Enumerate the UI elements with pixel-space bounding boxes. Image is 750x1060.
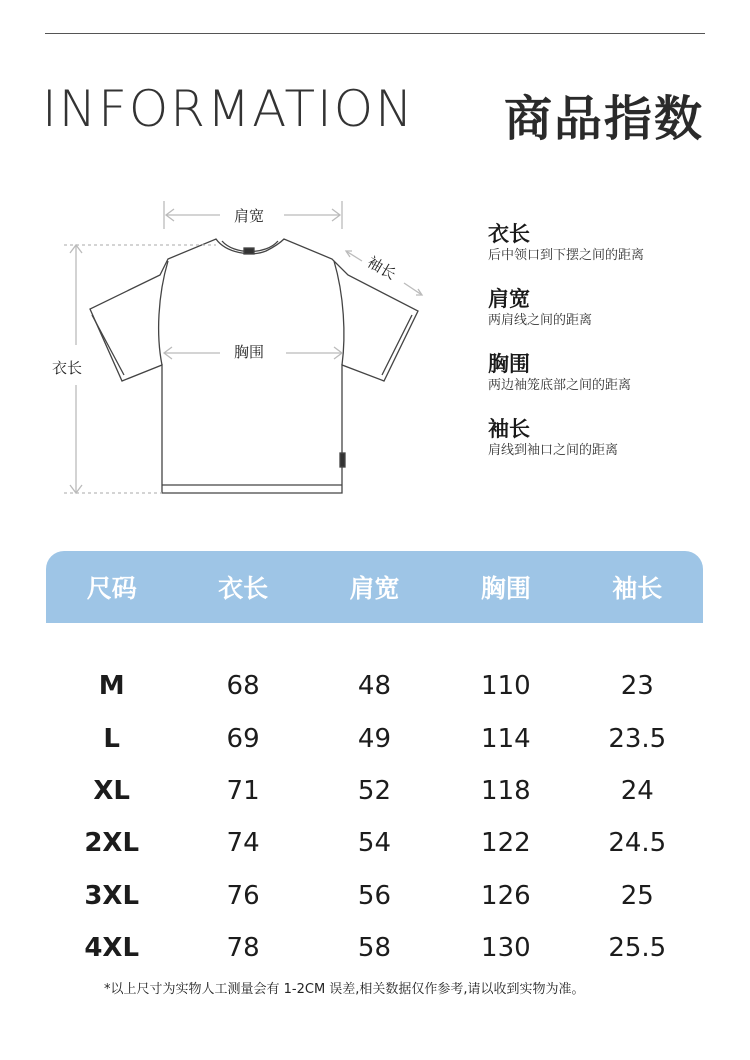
cell-shoulder: 49 — [357, 723, 392, 754]
tshirt-body-outline — [90, 239, 418, 493]
table-row — [46, 765, 703, 817]
cell-chest: 126 — [481, 880, 531, 911]
header-chest: 胸围 — [480, 574, 531, 603]
sleeve-arrow-start — [346, 251, 362, 261]
cell-size: L — [103, 723, 120, 754]
definition-shoulder — [488, 287, 728, 330]
definition-title: 衣长 — [488, 222, 530, 246]
neck-label — [244, 248, 254, 254]
definition-length — [488, 222, 728, 265]
header-sleeve: 袖长 — [612, 574, 663, 603]
cell-length: 78 — [226, 933, 260, 964]
title-english: INFORMATION — [42, 80, 415, 138]
left-armhole-seam — [159, 261, 168, 365]
definition-sleeve — [488, 417, 728, 460]
cell-chest: 130 — [481, 933, 531, 964]
sleeve-arrow-end — [404, 283, 422, 295]
definition-title: 肩宽 — [488, 287, 530, 311]
cell-size: XL — [93, 775, 130, 806]
cell-shoulder: 54 — [357, 828, 392, 859]
cell-sleeve: 23 — [620, 671, 654, 702]
size-table-body — [46, 660, 703, 974]
left-cuff-seam — [92, 315, 124, 375]
footnote: *以上尺寸为实物人工测量会有 1-2CM 误差,相关数据仅作参考,请以收到实物为准。 — [104, 982, 585, 997]
table-row — [46, 712, 703, 764]
table-row — [46, 817, 703, 869]
measurement-definitions — [488, 222, 728, 482]
cell-sleeve: 23.5 — [608, 723, 667, 754]
header-length: 衣长 — [218, 574, 269, 603]
cell-chest: 122 — [481, 828, 531, 859]
label-length: 衣长 — [52, 359, 83, 377]
tshirt-measurement-diagram — [40, 195, 440, 505]
cell-shoulder: 58 — [357, 933, 392, 964]
cell-chest: 114 — [481, 723, 531, 754]
table-row — [46, 870, 703, 922]
table-row — [46, 660, 703, 712]
cell-sleeve: 24 — [620, 775, 654, 806]
cell-sleeve: 25 — [620, 880, 654, 911]
definition-chest — [488, 352, 728, 395]
definition-title: 袖长 — [488, 417, 530, 441]
cell-size: 4XL — [84, 933, 140, 964]
cell-length: 74 — [226, 828, 260, 859]
cell-sleeve: 25.5 — [608, 933, 667, 964]
cell-size: M — [98, 671, 125, 702]
label-shoulder: 肩宽 — [234, 207, 265, 225]
cell-sleeve: 24.5 — [608, 828, 667, 859]
cell-size: 3XL — [84, 880, 140, 911]
definition-desc: 两肩线之间的距离 — [488, 313, 593, 328]
table-row — [46, 922, 703, 974]
label-chest: 胸围 — [234, 343, 265, 361]
size-table-header — [46, 551, 703, 623]
right-cuff-seam — [382, 315, 412, 375]
side-tag — [340, 453, 345, 467]
label-sleeve: 袖长 — [364, 252, 400, 284]
cell-length: 71 — [226, 775, 260, 806]
cell-length: 69 — [226, 723, 260, 754]
top-divider — [45, 33, 705, 34]
cell-shoulder: 52 — [357, 775, 392, 806]
definition-desc: 两边袖笼底部之间的距离 — [488, 378, 632, 393]
cell-length: 68 — [226, 671, 260, 702]
definition-desc: 后中领口到下摆之间的距离 — [488, 248, 645, 263]
cell-shoulder: 56 — [357, 880, 392, 911]
cell-chest: 118 — [481, 775, 531, 806]
definition-desc: 肩线到袖口之间的距离 — [488, 443, 619, 458]
cell-size: 2XL — [84, 828, 140, 859]
header-size: 尺码 — [86, 574, 137, 603]
tshirt-outline — [90, 239, 418, 493]
definition-title: 胸围 — [488, 352, 530, 376]
cell-shoulder: 48 — [357, 671, 392, 702]
title-chinese: 商品指数 — [503, 91, 704, 147]
header-shoulder: 肩宽 — [349, 574, 400, 603]
right-armhole-seam — [334, 261, 344, 365]
cell-chest: 110 — [481, 671, 531, 702]
cell-length: 76 — [226, 880, 260, 911]
